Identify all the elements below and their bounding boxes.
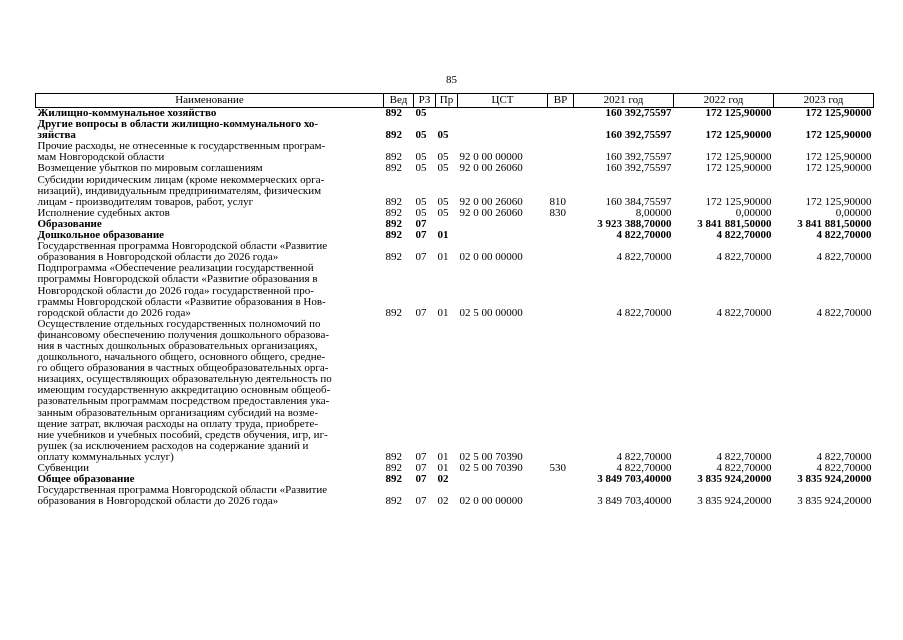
cell-2021: 4 822,70000 — [616, 229, 672, 242]
cell-cst: 02 5 00 00000 — [459, 306, 523, 319]
cell-rz: 07 — [415, 217, 427, 230]
cell-name: Субсидии юридическим лицам (кроме некоммерческих орга- низаций), индивидуальным предпринимателям, физическим лицам - производителям товаров, работ, услуг — [37, 173, 325, 208]
cell-cst: 92 0 00 26060 — [459, 162, 523, 175]
cell-2023: 172 125,90000 — [805, 107, 872, 119]
page-number: 85 — [446, 74, 457, 86]
cell-2022: 4 822,70000 — [716, 251, 772, 264]
cell-vr — [548, 263, 574, 318]
cell-2021: 3 923 388,70000 — [597, 217, 672, 230]
table-row — [36, 141, 874, 163]
cell-2023: 3 841 881,50000 — [797, 217, 872, 230]
table-body — [36, 108, 874, 508]
cell-pr: 01 — [437, 251, 449, 264]
cell-2021: 160 392,75597 — [605, 162, 672, 175]
cell-rz: 05 — [415, 129, 427, 142]
cell-2022: 172 125,90000 — [705, 162, 772, 175]
cell-2021: 160 392,75597 — [605, 107, 672, 119]
cell-2023: 172 125,90000 — [805, 151, 872, 164]
cell-2022: 3 835 924,20000 — [697, 495, 772, 508]
cell-vr — [548, 319, 574, 463]
cell-2023: 172 125,90000 — [805, 129, 872, 142]
cell-rz: 05 — [415, 195, 427, 208]
table-row — [36, 241, 874, 263]
cell-2022: 172 125,90000 — [705, 195, 772, 208]
cell-name: Образование — [37, 217, 102, 230]
header-2022: 2022 год — [674, 94, 774, 108]
cell-ved: 892 — [385, 151, 402, 164]
cell-2021: 3 849 703,40000 — [597, 495, 672, 508]
cell-2022: 4 822,70000 — [716, 229, 772, 242]
cell-pr: 05 — [437, 206, 449, 219]
cell-vr: 810 — [549, 195, 566, 208]
table-header-row — [36, 94, 874, 108]
cell-2021: 3 849 703,40000 — [597, 473, 672, 486]
cell-name: Осуществление отдельных государственных полномочий по финансовому обеспечению получения дошкольного образова- ния в частных дошкольных образовательных организациях, дошкольного, начального общего, основного общего, средне- го общего образования в частных общеобразовательных орга- низациях, осуществляющих образовательную деятельность по имеющим государственную аккредитацию основным общеоб- разовательным программам посредством предоставления ука- занным образовательным организациям субсидий на возме- щение затрат, включая расходы на оплату труда, приобрете- ние учебников и учебных пособий, средств обучения, игр, иг- рушек (за исключением расходов на содержание зданий и оплату коммунальных услуг) — [37, 317, 332, 463]
cell-cst — [458, 230, 548, 241]
cell-pr: 01 — [437, 306, 449, 319]
table-row — [36, 485, 874, 507]
cell-2022: 172 125,90000 — [705, 129, 772, 142]
header-cst: ЦСТ — [458, 94, 548, 108]
cell-pr: 05 — [437, 195, 449, 208]
cell-vr — [548, 163, 574, 174]
cell-vr — [548, 230, 574, 241]
cell-rz: 05 — [415, 162, 427, 175]
cell-cst: 02 0 00 00000 — [459, 495, 523, 508]
cell-rz: 07 — [415, 450, 427, 463]
cell-ved: 892 — [385, 217, 402, 230]
cell-name: Субвенции — [37, 462, 90, 474]
cell-2021: 160 384,75597 — [605, 195, 672, 208]
header-ved: Вед — [384, 94, 414, 108]
cell-pr: 01 — [437, 462, 449, 474]
cell-2023: 3 835 924,20000 — [797, 473, 872, 486]
cell-ved: 892 — [385, 206, 402, 219]
header-pr: Пр — [436, 94, 458, 108]
header-vr: ВР — [548, 94, 574, 108]
header-name: Наименование — [36, 94, 384, 108]
cell-2022: 172 125,90000 — [705, 151, 772, 164]
cell-rz: 07 — [415, 251, 427, 264]
cell-name: Общее образование — [37, 473, 135, 486]
cell-rz: 07 — [415, 462, 427, 474]
cell-name: Другие вопросы в области жилищно-коммунального хо- зяйства — [37, 118, 319, 142]
cell-pr: 05 — [437, 162, 449, 175]
cell-name: Прочие расходы, не отнесенные к государственным програм- мам Новгородской области — [37, 140, 326, 164]
cell-2023: 4 822,70000 — [816, 251, 872, 264]
cell-name: Жилищно-коммунальное хозяйство — [37, 107, 217, 119]
cell-ved: 892 — [385, 306, 402, 319]
cell-ved: 892 — [385, 107, 402, 119]
cell-rz: 07 — [415, 473, 427, 486]
cell-cst: 92 0 00 00000 — [459, 151, 523, 164]
cell-vr — [548, 485, 574, 507]
cell-rz: 07 — [415, 306, 427, 319]
cell-ved: 892 — [385, 195, 402, 208]
cell-vr: 830 — [549, 206, 566, 219]
cell-rz: 05 — [415, 151, 427, 164]
table-row — [36, 163, 874, 174]
cell-2021: 160 392,75597 — [605, 129, 672, 142]
cell-cst: 02 5 00 70390 — [459, 462, 523, 474]
cell-cst: 92 0 00 26060 — [459, 195, 523, 208]
cell-rz: 07 — [415, 229, 427, 242]
cell-2022: 4 822,70000 — [716, 450, 772, 463]
cell-2022: 172 125,90000 — [705, 107, 772, 119]
cell-ved: 892 — [385, 162, 402, 175]
cell-ved: 892 — [385, 495, 402, 508]
cell-pr: 01 — [437, 229, 449, 242]
cell-2023: 4 822,70000 — [816, 450, 872, 463]
cell-cst: 92 0 00 26060 — [459, 206, 523, 219]
cell-name: Государственная программа Новгородской области «Развитие образования в Новгородской области до 2026 года» — [37, 484, 328, 508]
cell-2021: 4 822,70000 — [616, 251, 672, 264]
cell-2021: 4 822,70000 — [616, 306, 672, 319]
cell-2023: 0,00000 — [835, 206, 872, 219]
cell-2023: 4 822,70000 — [816, 462, 872, 474]
cell-cst: 02 5 00 70390 — [459, 450, 523, 463]
cell-rz: 05 — [415, 107, 427, 119]
cell-vr: 530 — [549, 462, 566, 474]
cell-2022: 0,00000 — [735, 206, 772, 219]
cell-cst — [458, 219, 548, 230]
cell-2023: 4 822,70000 — [816, 306, 872, 319]
budget-table — [35, 93, 874, 507]
cell-2023: 4 822,70000 — [816, 229, 872, 242]
cell-rz: 05 — [415, 206, 427, 219]
cell-cst: 02 0 00 00000 — [459, 251, 523, 264]
cell-2021: 8,00000 — [635, 206, 672, 219]
cell-pr — [436, 108, 458, 120]
header-2023: 2023 год — [774, 94, 874, 108]
cell-2022: 3 841 881,50000 — [697, 217, 772, 230]
header-2021: 2021 год — [574, 94, 674, 108]
cell-ved: 892 — [385, 251, 402, 264]
cell-2022: 4 822,70000 — [716, 306, 772, 319]
cell-pr: 05 — [437, 129, 449, 142]
cell-ved: 892 — [385, 473, 402, 486]
cell-vr — [548, 108, 574, 120]
cell-2022: 4 822,70000 — [716, 462, 772, 474]
cell-2023: 3 835 924,20000 — [797, 495, 872, 508]
cell-ved: 892 — [385, 450, 402, 463]
cell-pr: 01 — [437, 450, 449, 463]
cell-cst — [458, 108, 548, 120]
table-row — [36, 175, 874, 208]
cell-ved: 892 — [385, 129, 402, 142]
cell-name: Государственная программа Новгородской области «Развитие образования в Новгородской области до 2026 года» — [37, 240, 328, 264]
cell-ved: 892 — [385, 229, 402, 242]
cell-name: Возмещение убытков по мировым соглашениям — [37, 162, 263, 175]
cell-2023: 172 125,90000 — [805, 162, 872, 175]
cell-pr: 02 — [437, 473, 449, 486]
cell-vr — [548, 119, 574, 141]
cell-name: Подпрограмма «Обеспечение реализации государственной программы Новгородской области «Развитие образования в Новгородской области до 2026 года» государственной про- граммы Новгородской области «Развитие образования в Нов- городской области до 2026 года» — [37, 262, 326, 319]
cell-2021: 160 392,75597 — [605, 151, 672, 164]
table-row — [36, 319, 874, 463]
cell-name: Дошкольное образование — [37, 229, 165, 242]
cell-vr — [548, 474, 574, 485]
cell-name: Исполнение судебных актов — [37, 206, 170, 219]
cell-2021: 4 822,70000 — [616, 462, 672, 474]
cell-ved: 892 — [385, 462, 402, 474]
cell-vr — [548, 141, 574, 163]
cell-cst — [458, 119, 548, 141]
cell-2022: 3 835 924,20000 — [697, 473, 772, 486]
cell-rz: 07 — [415, 495, 427, 508]
cell-pr: 05 — [437, 151, 449, 164]
cell-2021: 4 822,70000 — [616, 450, 672, 463]
table-row — [36, 263, 874, 318]
header-rz: РЗ — [414, 94, 436, 108]
cell-2023: 172 125,90000 — [805, 195, 872, 208]
table-row — [36, 119, 874, 141]
cell-vr — [548, 219, 574, 230]
cell-pr: 02 — [437, 495, 449, 508]
cell-vr — [548, 241, 574, 263]
cell-cst — [458, 474, 548, 485]
